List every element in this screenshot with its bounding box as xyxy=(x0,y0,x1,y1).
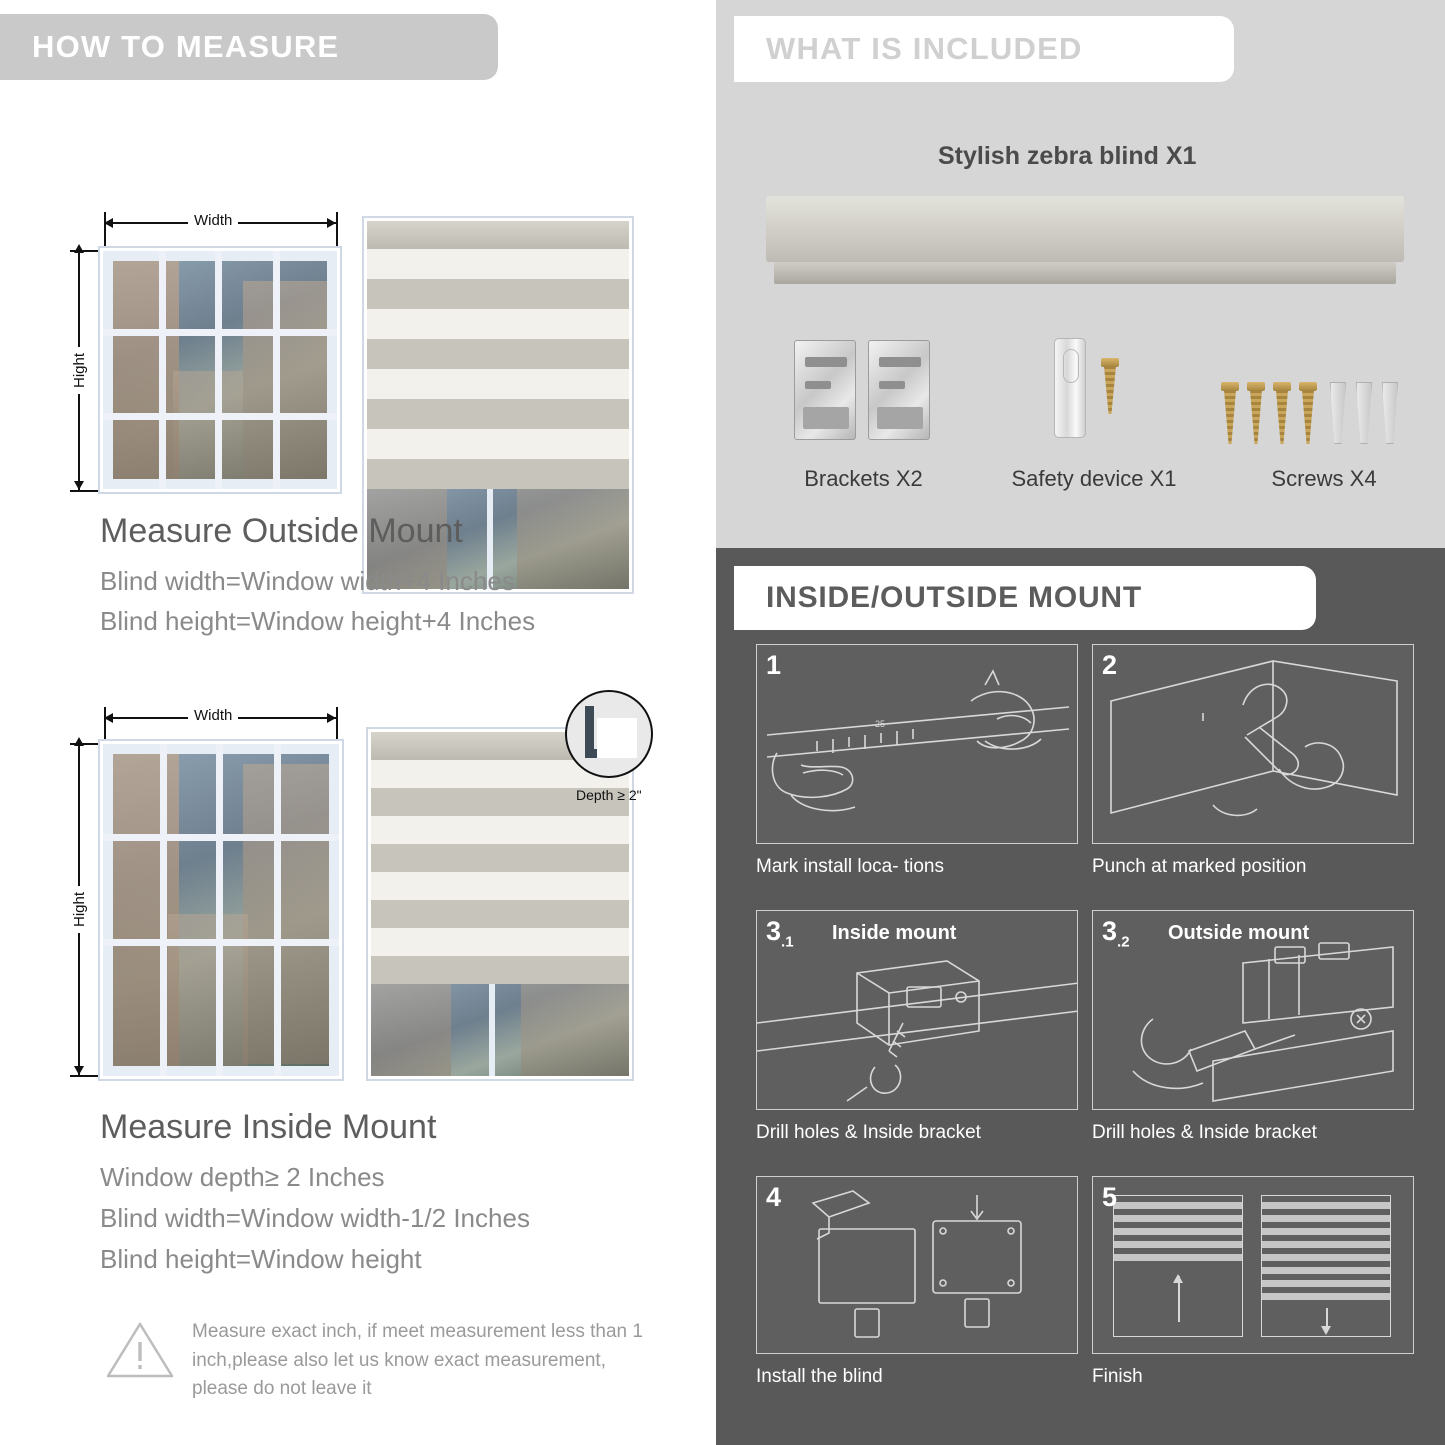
window-outside-mount xyxy=(100,248,340,492)
product-blind-body xyxy=(766,196,1404,262)
step-4-number: 4 xyxy=(766,1182,782,1212)
blind-preview-raised xyxy=(1113,1195,1243,1337)
step-3-1-number: $3_{.1}$ xyxy=(766,916,794,951)
step-5-caption: Finish xyxy=(1092,1366,1143,1387)
svg-text:25: 25 xyxy=(875,719,886,729)
step-1 xyxy=(756,644,1078,884)
step-2-number: 2 xyxy=(1102,650,1118,680)
step-5-number: 5 xyxy=(1102,1182,1118,1212)
step-1-image xyxy=(756,644,1078,844)
screw-icon-4 xyxy=(1302,382,1314,444)
product-blind-bottomrail xyxy=(774,262,1396,284)
what-is-included-header xyxy=(734,16,1234,82)
how-to-measure-header xyxy=(0,14,498,80)
outside-width-label: Width xyxy=(188,212,238,229)
inside-mount-line-3: Blind height=Window height xyxy=(100,1244,422,1274)
inside-mount-illustration xyxy=(0,695,712,1095)
inside-outside-mount-header xyxy=(734,566,1316,630)
window-inside-mount xyxy=(100,741,342,1079)
wall-anchor-icon-1 xyxy=(1330,382,1346,444)
included-blind-title: Stylish zebra blind X1 xyxy=(938,142,1197,170)
outside-height-label: Hight xyxy=(71,347,88,394)
inside-height-label: Hight xyxy=(71,886,88,933)
inside-width-arrow-right xyxy=(327,713,336,723)
screw-icon-1 xyxy=(1224,382,1236,444)
step-3-2-number: $3_{.2}$ xyxy=(1102,916,1130,951)
step-4-image xyxy=(756,1176,1078,1354)
screw-icon-3 xyxy=(1276,382,1288,444)
outside-mount-illustration xyxy=(0,100,712,500)
how-to-measure-title: HOW TO MEASURE xyxy=(32,29,340,64)
step-3-1-caption: Drill holes & Inside bracket xyxy=(756,1122,981,1143)
outside-mount-line-1: Blind width=Window width+4 Inches xyxy=(100,566,515,596)
safety-screw-icon xyxy=(1104,358,1116,414)
step-4-caption: Install the blind xyxy=(756,1366,883,1387)
bracket-icon-2 xyxy=(868,340,930,440)
inside-mount-title: Measure Inside Mount xyxy=(100,1108,437,1146)
warning-text: Measure exact inch, if meet measurement less than 1 inch,please also let us know exact measurement, please do not leave it xyxy=(192,1321,643,1399)
inside-outside-mount-title: INSIDE/OUTSIDE MOUNT xyxy=(766,581,1143,614)
step-4 xyxy=(756,1176,1078,1416)
screw-icon-2 xyxy=(1250,382,1262,444)
inside-mount-line-2: Blind width=Window width-1/2 Inches xyxy=(100,1203,530,1233)
step-1-caption: Mark install loca- tions xyxy=(756,856,944,877)
warning-triangle-icon xyxy=(104,1318,176,1382)
step-3-1-inline-label: Inside mount xyxy=(832,922,957,944)
what-is-included-panel xyxy=(716,0,1445,548)
zebra-blind-inside-mount xyxy=(368,729,632,1079)
outside-height-arrow-up xyxy=(74,244,84,253)
step-2-caption: Punch at marked position xyxy=(1092,856,1307,877)
blind-headrail-outside xyxy=(367,221,629,249)
how-to-measure-panel xyxy=(0,0,712,1445)
step-3-2-caption: Drill holes & Inside bracket xyxy=(1092,1122,1317,1143)
depth-label: Depth ≥ 2" xyxy=(576,787,642,803)
outside-mount-line-2: Blind height=Window height+4 Inches xyxy=(100,606,536,636)
step-3-2 xyxy=(1092,910,1414,1150)
inside-outside-mount-panel xyxy=(716,548,1445,1445)
step-5-image xyxy=(1092,1176,1414,1354)
step-5 xyxy=(1092,1176,1414,1416)
blind-preview-lowered xyxy=(1261,1195,1391,1337)
step-2 xyxy=(1092,644,1414,884)
inside-width-label: Width xyxy=(188,707,238,724)
part-label-safety: Safety device X1 xyxy=(1011,466,1177,491)
step-3-2-inline-label: Outside mount xyxy=(1168,922,1310,944)
inside-mount-line-1: Window depth≥ 2 Inches xyxy=(100,1162,385,1192)
step-1-number: 1 xyxy=(766,650,782,680)
wall-anchor-icon-3 xyxy=(1382,382,1398,444)
window-view-behind-blind-inside xyxy=(371,984,629,1076)
depth-callout-circle xyxy=(565,690,653,778)
outside-width-arrow-right xyxy=(327,218,336,228)
safety-device-icon xyxy=(1054,338,1086,438)
outside-height-arrow-down xyxy=(74,481,84,490)
inside-height-arrow-down xyxy=(74,1066,84,1075)
inside-height-arrow-up xyxy=(74,737,84,746)
what-is-included-title: WHAT IS INCLUDED xyxy=(766,31,1083,66)
outside-mount-title: Measure Outside Mount xyxy=(100,512,463,550)
measurement-warning xyxy=(104,1318,664,1404)
step-3-1 xyxy=(756,910,1078,1150)
part-label-screws: Screws X4 xyxy=(1271,466,1377,491)
bracket-icon-1 xyxy=(794,340,856,440)
step-2-image xyxy=(1092,644,1414,844)
wall-anchor-icon-2 xyxy=(1356,382,1372,444)
part-label-brackets: Brackets X2 xyxy=(804,466,923,491)
